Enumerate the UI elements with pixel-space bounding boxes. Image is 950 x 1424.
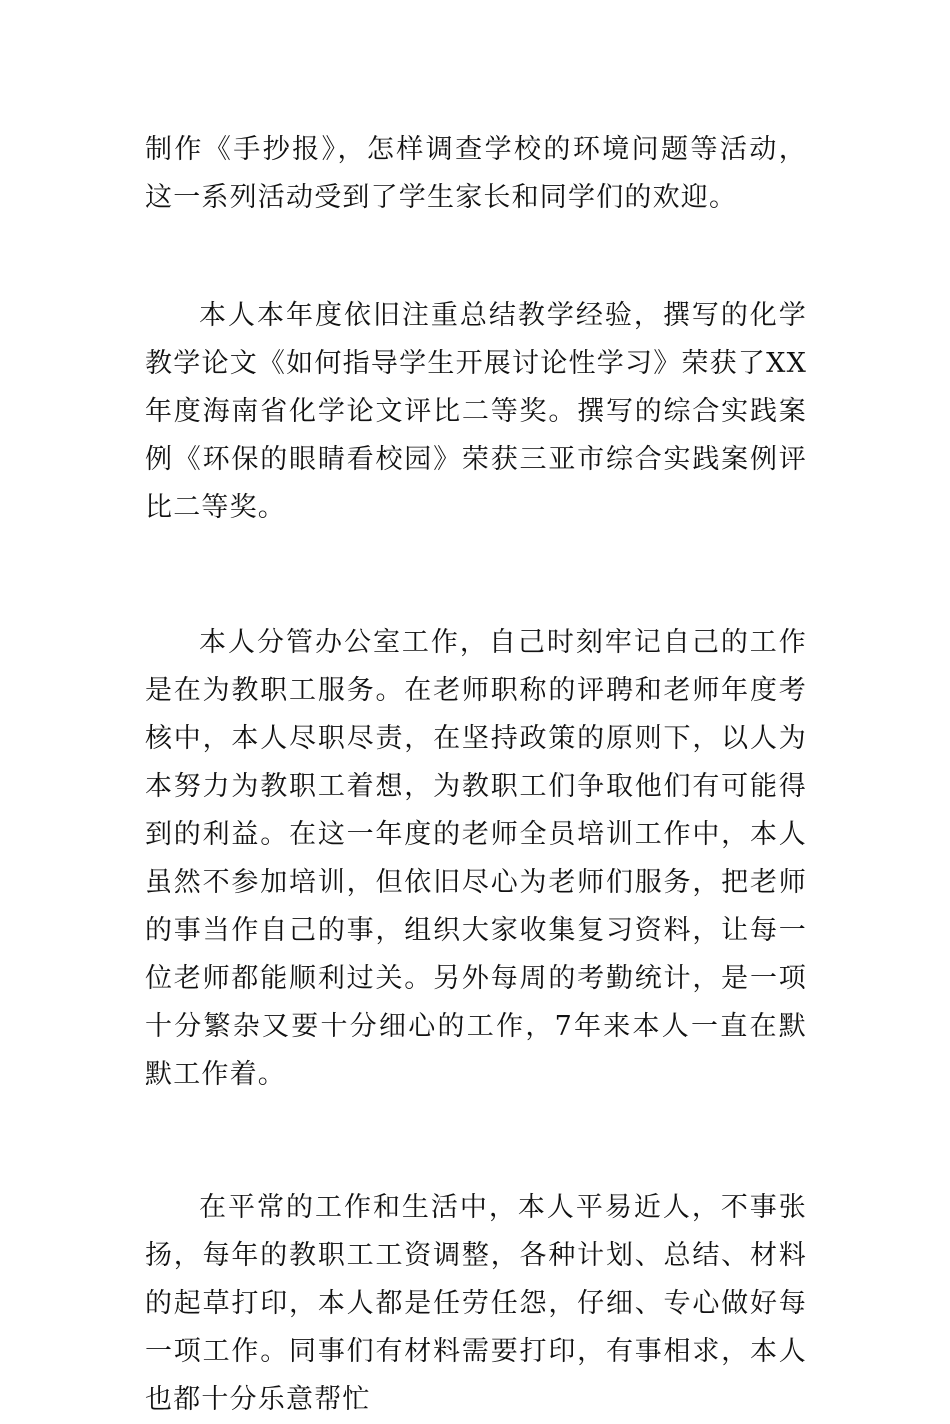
document-body [145,126,807,1424]
paragraph-daily-work: 在平常的工作和生活中，本人平易近人，不事张扬，每年的教职工工资调整，各种计划、总结、材料的起草打印，本人都是任劳任怨，仔细、专心做好每一项工作。同事们有材料需要打印，有事相求，本人也都十分乐意帮忙 [145,1192,807,1415]
paragraph-office-work: 本人分管办公室工作，自己时刻牢记自己的工作是在为教职工服务。在老师职称的评聘和老师年度考核中，本人尽职尽责，在坚持政策的原则下，以人为本努力为教职工着想，为教职工们争取他们有可能得到的利益。在这一年度的老师全员培训工作中，本人虽然不参加培训，但依旧尽心为老师们服务，把老师的事当作自己的事，组织大家收集复习资料，让每一位老师都能顺利过关。另外每周的考勤统计，是一项十分繁杂又要十分细心的工作，7年来本人一直在默默工作着。 [145,627,807,1090]
paragraph-teaching-papers: 本人本年度依旧注重总结教学经验，撰写的化学教学论文《如何指导学生开展讨论性学习》荣获了XX年度海南省化学论文评比二等奖。撰写的综合实践案例《环保的眼睛看校园》荣获三亚市综合实践案例评比二等奖。 [145,300,807,523]
paragraph-continuation: 制作《手抄报》，怎样调查学校的环境问题等活动，这一系列活动受到了学生家长和同学们的欢迎。 [145,134,807,213]
